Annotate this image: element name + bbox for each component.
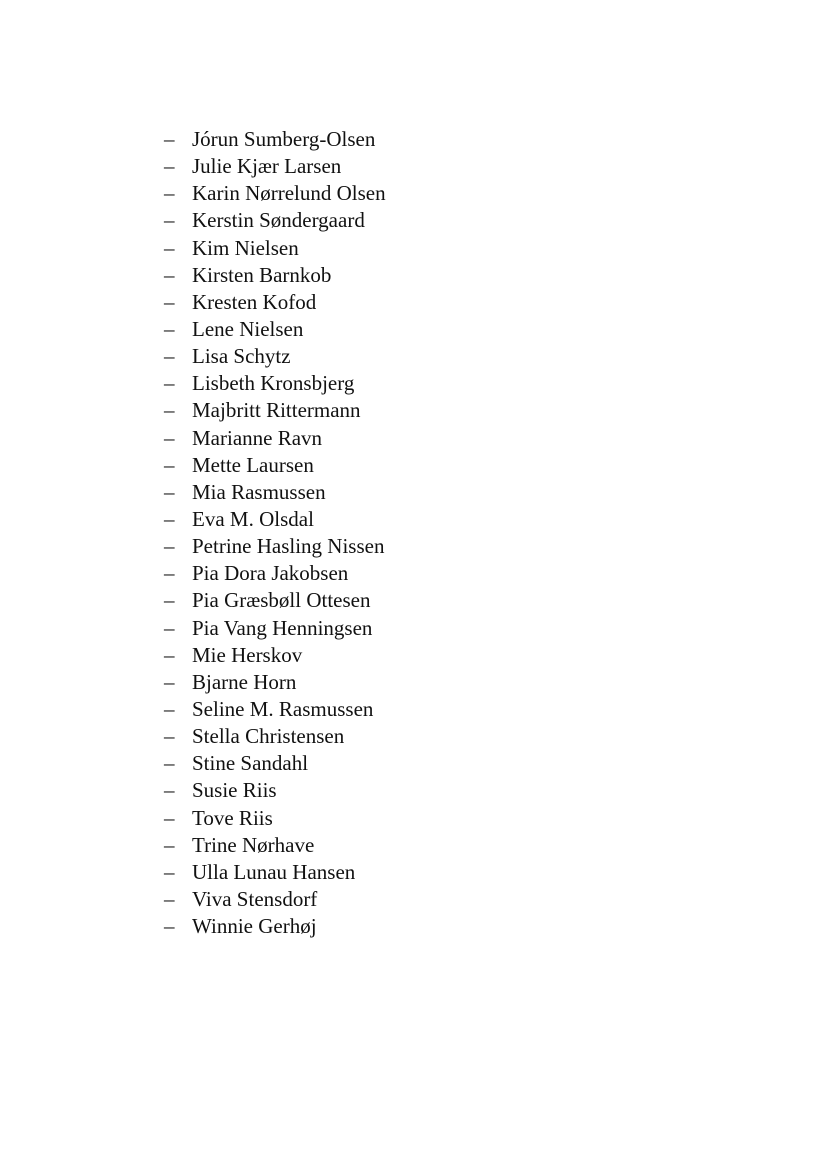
list-item-text: Majbritt Rittermann (192, 398, 361, 423)
list-item (164, 642, 386, 669)
list-item (164, 805, 386, 832)
list-bullet: – (164, 235, 175, 260)
list-bullet: – (164, 615, 175, 640)
list-bullet: – (164, 506, 175, 531)
list-item (164, 479, 386, 506)
list-item (164, 696, 386, 723)
list-item (164, 370, 386, 397)
list-item (164, 615, 386, 642)
list-bullet: – (164, 289, 175, 314)
list-item-text: Karin Nørrelund Olsen (192, 181, 386, 206)
list-bullet: – (164, 805, 175, 830)
list-item (164, 832, 386, 859)
list-item-text: Julie Kjær Larsen (192, 154, 342, 179)
list-item (164, 750, 386, 777)
list-bullet: – (164, 642, 175, 667)
list-item (164, 153, 386, 180)
list-item-text: Mie Herskov (192, 642, 303, 667)
list-bullet: – (164, 696, 175, 721)
list-bullet: – (164, 832, 175, 857)
list-item (164, 587, 386, 614)
list-item-text: Pia Vang Henningsen (192, 615, 373, 640)
list-item (164, 452, 386, 479)
list-item-text: Mette Laursen (192, 452, 314, 477)
list-item (164, 425, 386, 452)
list-item-text: Kresten Kofod (192, 289, 317, 314)
list-item-text: Winnie Gerhøj (192, 914, 317, 939)
list-bullet: – (164, 316, 175, 341)
list-bullet: – (164, 371, 175, 396)
list-item-text: Kerstin Søndergaard (192, 208, 365, 233)
list-item (164, 235, 386, 262)
list-bullet: – (164, 127, 175, 151)
list-bullet: – (164, 778, 175, 803)
list-bullet: – (164, 914, 175, 939)
list-bullet: – (164, 588, 175, 613)
list-item-text: Lisbeth Kronsbjerg (192, 371, 355, 396)
list-bullet: – (164, 561, 175, 586)
list-item-text: Kirsten Barnkob (192, 262, 332, 287)
list-item (164, 262, 386, 289)
list-item-text: Susie Riis (192, 778, 277, 803)
list-item (164, 316, 386, 343)
list-bullet: – (164, 398, 175, 423)
list-item-text: Mia Rasmussen (192, 479, 326, 504)
list-item-text: Petrine Hasling Nissen (192, 534, 385, 559)
list-item (164, 777, 386, 804)
list-item-text: Stine Sandahl (192, 751, 309, 776)
list-item (164, 913, 386, 940)
list-bullet: – (164, 669, 175, 694)
list-item (164, 397, 386, 424)
list-item (164, 533, 386, 560)
list-bullet: – (164, 154, 175, 179)
list-item-text: Jórun Sumberg-Olsen (192, 127, 376, 151)
list-bullet: – (164, 886, 175, 911)
list-item-text: Lene Nielsen (192, 316, 304, 341)
list-item-text: Eva M. Olsdal (192, 506, 314, 531)
list-bullet: – (164, 724, 175, 749)
list-item-text: Marianne Ravn (192, 425, 323, 450)
list-bullet: – (164, 425, 175, 450)
list-bullet: – (164, 344, 175, 369)
list-item (164, 126, 386, 153)
list-item (164, 506, 386, 533)
name-list (164, 126, 386, 940)
list-item (164, 180, 386, 207)
list-item-text: Viva Stensdorf (192, 886, 318, 911)
list-item (164, 886, 386, 913)
list-item-text: Kim Nielsen (192, 235, 299, 260)
list-item-text: Stella Christensen (192, 724, 345, 749)
list-item (164, 207, 386, 234)
list-item-text: Pia Græsbøll Ottesen (192, 588, 371, 613)
list-bullet: – (164, 262, 175, 287)
list-bullet: – (164, 181, 175, 206)
list-bullet: – (164, 859, 175, 884)
list-bullet: – (164, 452, 175, 477)
list-item (164, 343, 386, 370)
list-item (164, 859, 386, 886)
list-item (164, 669, 386, 696)
list-bullet: – (164, 479, 175, 504)
list-item-text: Pia Dora Jakobsen (192, 561, 349, 586)
list-item-text: Ulla Lunau Hansen (192, 859, 356, 884)
list-bullet: – (164, 534, 175, 559)
list-item-text: Tove Riis (192, 805, 273, 830)
list-item-text: Seline M. Rasmussen (192, 696, 374, 721)
list-bullet: – (164, 751, 175, 776)
list-bullet: – (164, 208, 175, 233)
list-item (164, 560, 386, 587)
list-item-text: Bjarne Horn (192, 669, 297, 694)
list-item (164, 289, 386, 316)
list-item-text: Lisa Schytz (192, 344, 291, 369)
list-item-text: Trine Nørhave (192, 832, 315, 857)
list-item (164, 723, 386, 750)
